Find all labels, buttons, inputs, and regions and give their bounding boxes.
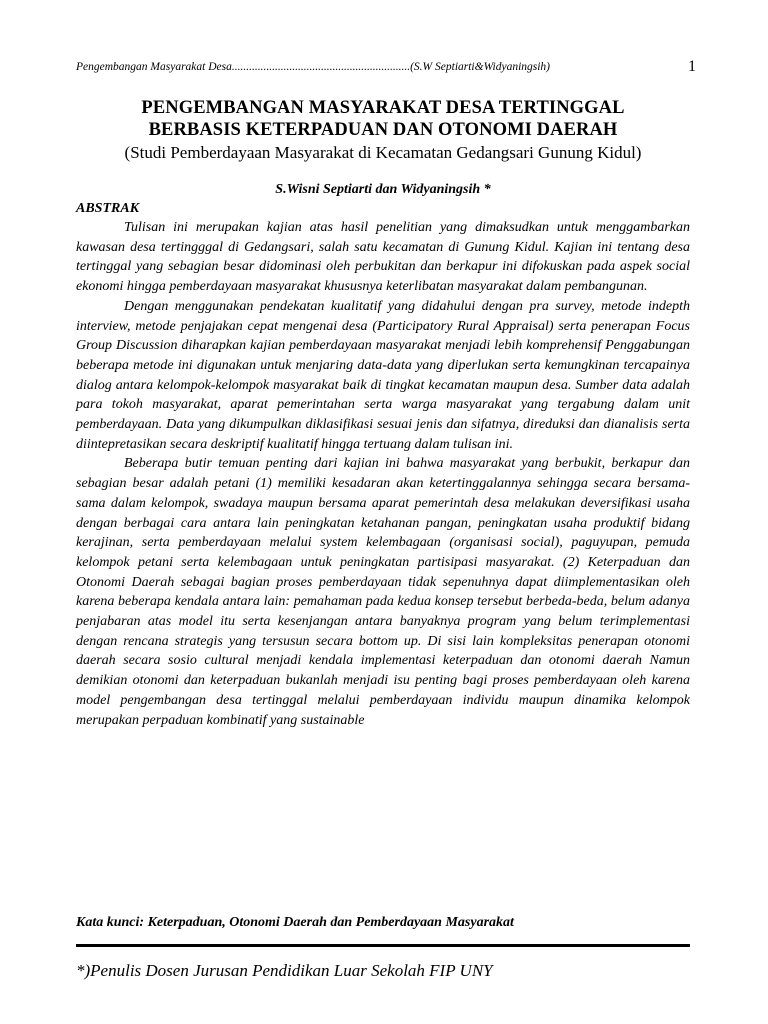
abstract-paragraph-1: Tulisan ini merupakan kajian atas hasil penelitian yang dimaksudkan untuk menggambarkan kawasan desa tertingggal di Gedangsari, salah satu kecamatan di Gunung Kidul. Kajian ini tentang desa tertinggal yang sebagian besar didominasi oleh perbukitan dan berkapur ini difokuskan pada aspek social ekonomi hingga pemberdayaan masyarakat khususnya keterlibatan masyarakat dalam pembangunan. [76, 220, 690, 295]
keywords: Kata kunci: Keterpaduan, Otonomi Daerah dan Pemberdayaan Masyarakat [76, 915, 514, 930]
abstract-paragraph-2: Dengan menggunakan pendekatan kualitatif yang didahului dengan pra survey, metode indepth interview, metode penjajakan cepat mengenai desa (Participatory Rural Appraisal) serta penerapan Focus Group Discussion diharapkan kajian pemberdayaan masyarakat menjadi lebih komprehensif Penggabungan beberapa metode ini digunakan untuk menjaring data-data yang diperlukan serta kemungkinan tercapainya dialog antara kelompok-kelompok masyarakat baik di tingkat kecamatan maupun desa. Sumber data adalah para tokoh masyarakat, aparat pemerintahan serta warga masyarakat yang tergabung dalam unit pemberdayaan. Data yang dikumpulkan diklasifikasi sesuai jenis dan sifatnya, direduksi dan dianalisis serta diintepretasikan secara deskriptif kualitatif hingga tertuang dalam tulisan ini. [76, 298, 690, 452]
footnote-divider [76, 944, 690, 947]
paper-page [76, 0, 696, 1024]
author-footnote: *)Penulis Dosen Jurusan Pendidikan Luar Sekolah FIP UNY [76, 961, 493, 980]
title-block [76, 97, 690, 164]
abstract-paragraph-3: Beberapa butir temuan penting dari kajian ini bahwa masyarakat yang berbukit, berkapur dan sebagian besar adalah petani (1) memiliki kesadaran akan ketertinggalannya sehingga secara bersama-sama dalam kelompok, swadaya maupun bersama aparat pemerintah desa melakukan deversifikasi usaha dengan berbagai cara antara lain peningkatan ketahanan pangan, peningkatan usaha produktif bidang kerajinan, serta pemberdayaan melalui system kelembagaan (organisasi social), paguyupan, pemuda kelompok petani serta kelembagaan untuk peningkatan partisipasi masyarakat. (2) Keterpaduan dan Otonomi Daerah sebagai bagian proses pemberdayaan tidak sepenuhnya dapat diimplementasikan oleh karena beberapa kendala antara lain: pemahaman pada kedua konsep tersebut berbeda-beda, belum adanya penjabaran atas model itu serta kesenjangan antara banyaknya program yang belum terimplementasi dengan rencana strategis yang tersusun secara bottom up. Di sisi lain kompleksitas penerapan otonomi daerah secara sosio cultural menjadi kendala implementasi keterpaduan dan otonomi daerah Namun demikian otonomi dan keterpaduan bukanlah menjadi isu penting bagi proses pemberdayaan oleh karena model pengembangan desa tertinggal melalui pemberdayaan individu maupun dinamika kelompok merupakan perpaduan kombinatif yang sustainable [76, 456, 690, 728]
subtitle: (Studi Pemberdayaan Masyarakat di Kecamatan Gedangsari Gunung Kidul) [124, 143, 642, 162]
authors: S.Wisni Septiarti dan Widyaningsih * [275, 182, 491, 197]
page-number: 1 [688, 58, 696, 75]
title-line-1: PENGEMBANGAN MASYARAKAT DESA TERTINGGAL [141, 98, 625, 118]
running-header-text: Pengembangan Masyarakat Desa..............................................................(S.W Septiarti&Widyaningsih) [76, 61, 551, 73]
abstract-heading: ABSTRAK [76, 201, 140, 216]
running-header [76, 58, 696, 78]
title-line-2: BERBASIS KETERPADUAN DAN OTONOMI DAERAH [148, 120, 618, 140]
abstract-body [76, 218, 690, 730]
